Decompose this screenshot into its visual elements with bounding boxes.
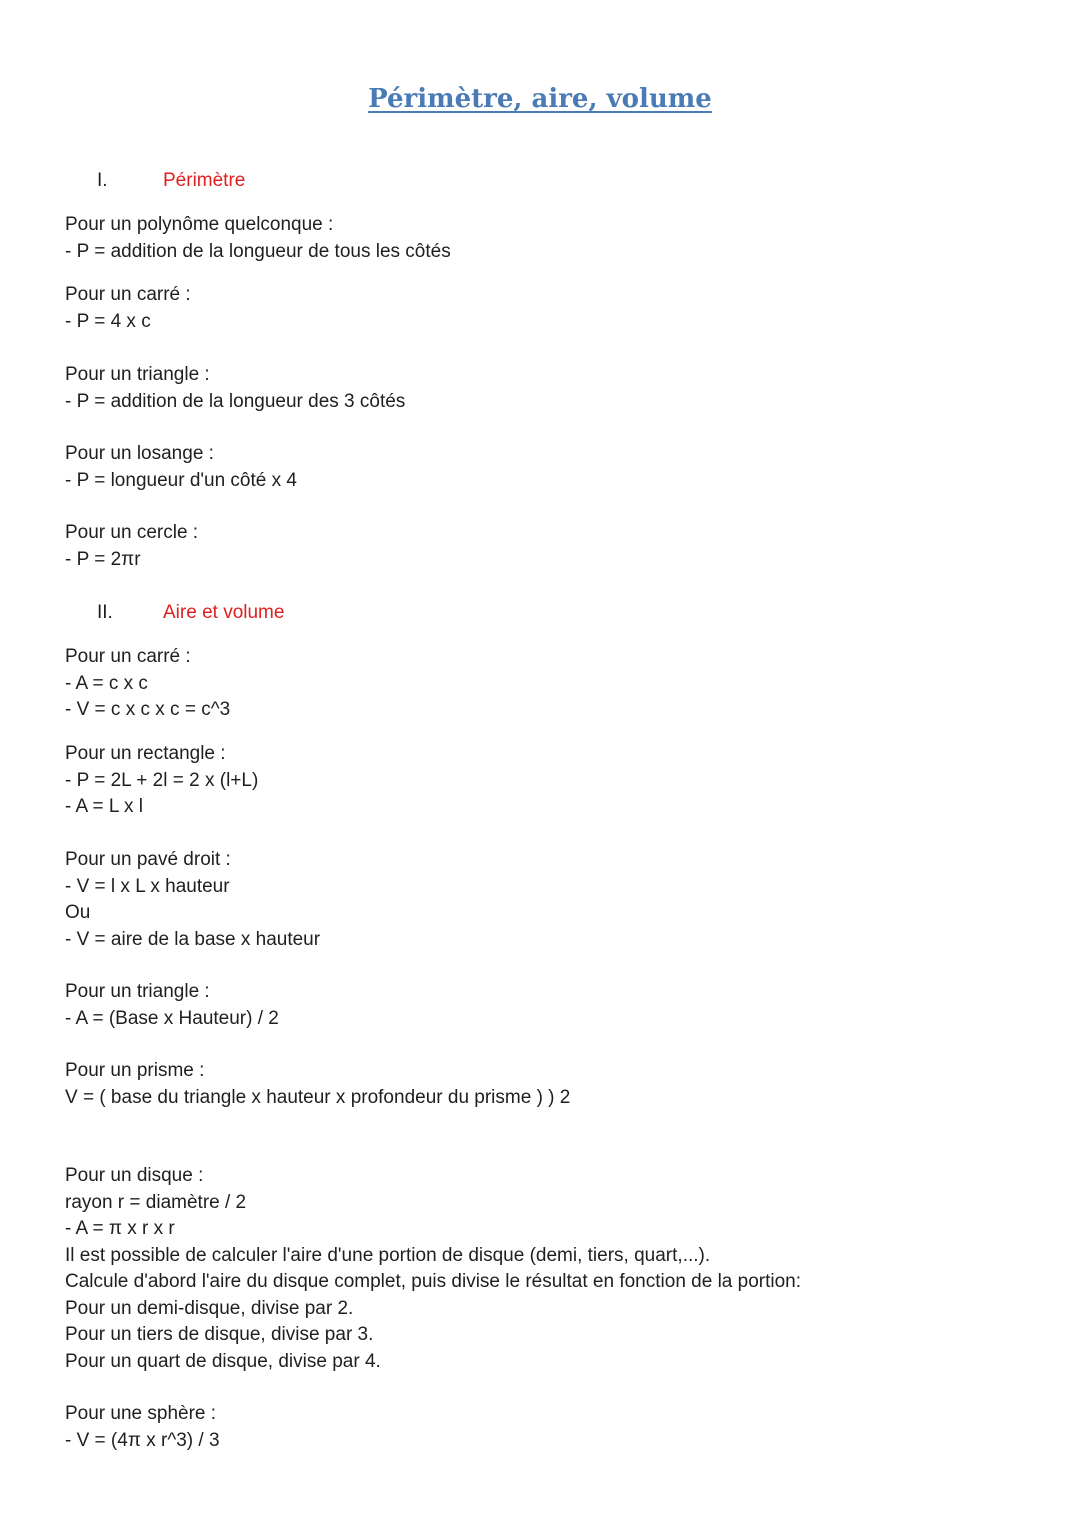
formula-line: - V = c x c x c = c^3 bbox=[65, 699, 231, 720]
aire-disque bbox=[65, 1163, 801, 1375]
text-line: Pour un demi-disque, divise par 2. bbox=[65, 1297, 354, 1319]
aire-triangle bbox=[65, 979, 279, 1032]
block-heading: Pour un polynôme quelconque : bbox=[65, 214, 334, 235]
formula-line: rayon r = diamètre / 2 bbox=[65, 1191, 247, 1213]
formula-line: - P = 4 x c bbox=[65, 310, 151, 332]
perimetre-carre bbox=[65, 282, 191, 335]
section-label: Périmètre bbox=[163, 170, 246, 191]
formula-line: Ou bbox=[65, 902, 91, 923]
block-heading: Pour un triangle : bbox=[65, 981, 210, 1002]
text-line: Calcule d'abord l'aire du disque complet, puis divise le résultat en fonction de la portion: bbox=[65, 1271, 802, 1292]
perimetre-cercle bbox=[65, 520, 198, 573]
page-title: Périmètre, aire, volume bbox=[368, 84, 712, 114]
block-heading: Pour un rectangle : bbox=[65, 743, 226, 764]
text-line: Il est possible de calculer l'aire d'une portion de disque (demi, tiers, quart,...). bbox=[65, 1244, 711, 1266]
aire-rectangle bbox=[65, 741, 258, 821]
section-number: II. bbox=[97, 602, 113, 623]
formula-line: - P = addition de la longueur des 3 côtés bbox=[65, 390, 406, 412]
section-label: Aire et volume bbox=[163, 602, 285, 623]
perimetre-losange bbox=[65, 441, 297, 494]
formula-line: - P = 2L + 2l = 2 x (l+L) bbox=[65, 769, 259, 791]
perimetre-triangle bbox=[65, 362, 405, 415]
volume-sphere bbox=[65, 1401, 220, 1454]
perimetre-polynome bbox=[65, 212, 451, 265]
formula-line: - V = (4π x r^3) / 3 bbox=[65, 1429, 220, 1451]
formula-line: - P = longueur d'un côté x 4 bbox=[65, 469, 297, 491]
text-line: Pour un tiers de disque, divise par 3. bbox=[65, 1324, 374, 1345]
block-heading: Pour une sphère : bbox=[65, 1403, 217, 1424]
formula-line: - A = c x c bbox=[65, 672, 148, 694]
volume-prisme bbox=[65, 1058, 570, 1111]
text-line: Pour un quart de disque, divise par 4. bbox=[65, 1350, 381, 1372]
section-number: I. bbox=[97, 170, 108, 191]
aire-carre bbox=[65, 644, 230, 724]
formula-line: - V = l x L x hauteur bbox=[65, 875, 230, 897]
formula-line: - A = (Base x Hauteur) / 2 bbox=[65, 1007, 279, 1029]
formula-line: - A = π x r x r bbox=[65, 1218, 175, 1239]
block-heading: Pour un cercle : bbox=[65, 522, 199, 543]
formula-line: - P = 2πr bbox=[65, 548, 141, 570]
block-heading: Pour un carré : bbox=[65, 284, 191, 305]
block-heading: Pour un carré : bbox=[65, 646, 191, 667]
volume-pave-droit bbox=[65, 847, 320, 953]
block-heading: Pour un losange : bbox=[65, 443, 214, 464]
block-heading: Pour un pavé droit : bbox=[65, 849, 231, 870]
formula-line: - V = aire de la base x hauteur bbox=[65, 928, 321, 950]
formula-line: V = ( base du triangle x hauteur x profondeur du prisme ) ) 2 bbox=[65, 1086, 571, 1108]
block-heading: Pour un disque : bbox=[65, 1165, 204, 1186]
block-heading: Pour un triangle : bbox=[65, 364, 210, 385]
block-heading: Pour un prisme : bbox=[65, 1060, 205, 1081]
formula-line: - P = addition de la longueur de tous les côtés bbox=[65, 240, 451, 262]
formula-line: - A = L x l bbox=[65, 796, 143, 817]
